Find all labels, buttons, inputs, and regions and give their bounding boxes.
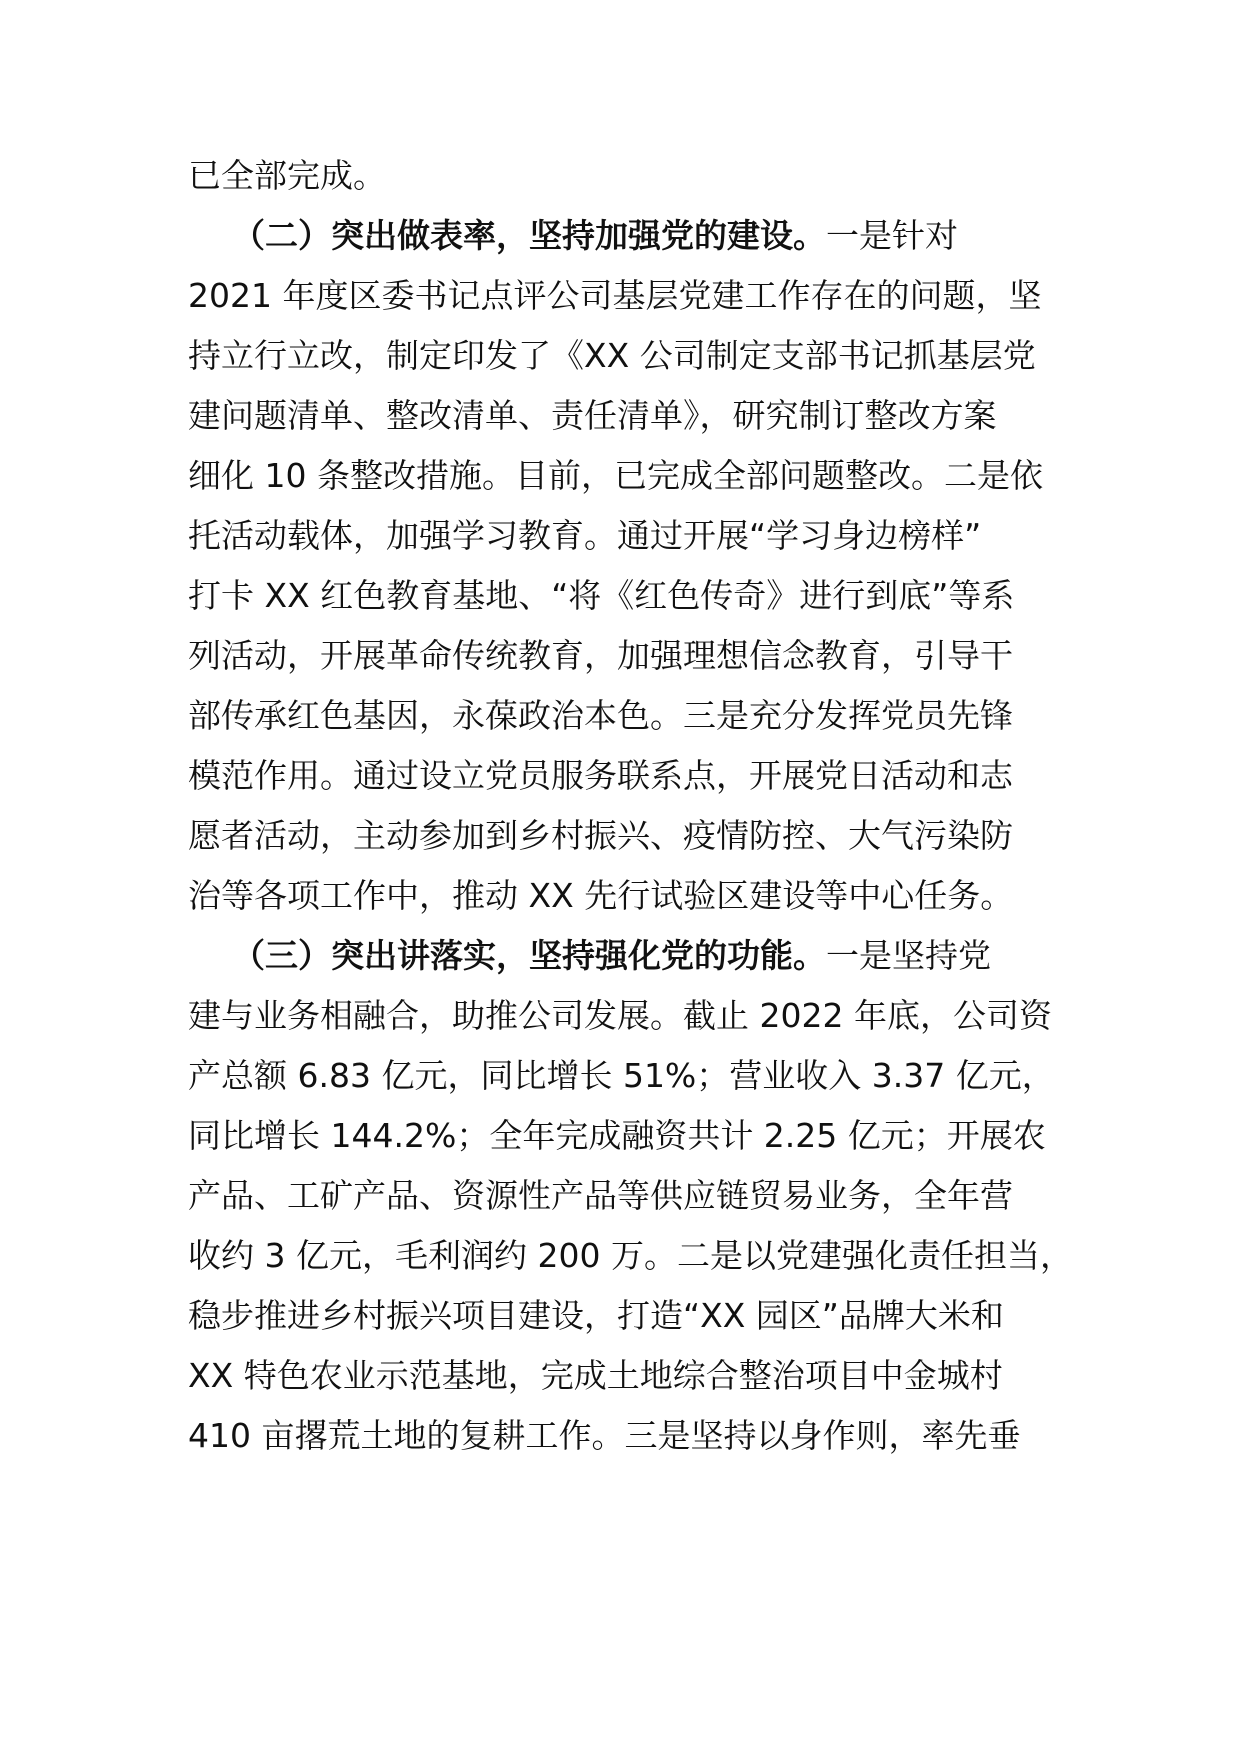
text-line-5: 建问题清单、整改清单、责任清单》，研究制订整改方案 bbox=[188, 396, 997, 435]
text-line-4: 持立行立改，制定印发了《XX 公司制定支部书记抓基层党 bbox=[188, 336, 1036, 375]
text-line-3: 2021 年度区委书记点评公司基层党建工作存在的问题，坚 bbox=[188, 276, 1042, 315]
text-line-15: 建与业务相融合，助推公司发展。截止 2022 年底，公司资 bbox=[188, 996, 1052, 1035]
section-2-lead-text: 一是针对 bbox=[826, 216, 958, 255]
section-3-lead-text: 一是坚持党 bbox=[826, 936, 991, 975]
text-line-11: 模范作用。通过设立党员服务联系点，开展党日活动和志 bbox=[188, 756, 1013, 795]
section-3-heading: （三）突出讲落实，坚持强化党的功能。 bbox=[232, 936, 826, 975]
text-line-10: 部传承红色基因，永葆政治本色。三是充分发挥党员先锋 bbox=[188, 696, 1013, 735]
text-line-17: 同比增长 144.2%；全年完成融资共计 2.25 亿元；开展农 bbox=[188, 1116, 1046, 1155]
text-line-21: XX 特色农业示范基地，完成土地综合整治项目中金城村 bbox=[188, 1356, 1003, 1395]
text-line-1: 已全部完成。 bbox=[188, 156, 386, 195]
text-line-6: 细化 10 条整改措施。目前，已完成全部问题整改。二是依 bbox=[188, 456, 1043, 495]
section-2-heading: （二）突出做表率，坚持加强党的建设。 bbox=[232, 216, 826, 255]
text-line-20: 稳步推进乡村振兴项目建设，打造“XX 园区”品牌大米和 bbox=[188, 1296, 1004, 1335]
text-line-22: 410 亩撂荒土地的复耕工作。三是坚持以身作则，率先垂 bbox=[188, 1416, 1021, 1455]
section-3-first-line bbox=[232, 932, 991, 980]
text-line-9: 列活动，开展革命传统教育，加强理想信念教育，引导干 bbox=[188, 636, 1013, 675]
text-line-18: 产品、工矿产品、资源性产品等供应链贸易业务，全年营 bbox=[188, 1176, 1013, 1215]
section-2-first-line bbox=[232, 212, 958, 260]
text-line-8: 打卡 XX 红色教育基地、“将《红色传奇》进行到底”等系 bbox=[188, 576, 1015, 615]
text-line-13: 治等各项工作中，推动 XX 先行试验区建设等中心任务。 bbox=[188, 876, 1014, 915]
text-line-16: 产总额 6.83 亿元，同比增长 51%；营业收入 3.37 亿元， bbox=[188, 1056, 1055, 1095]
text-line-7: 托活动载体，加强学习教育。通过开展“学习身边榜样” bbox=[188, 516, 982, 555]
text-line-19: 收约 3 亿元，毛利润约 200 万。二是以党建强化责任担当， bbox=[188, 1236, 1073, 1275]
text-line-12: 愿者活动，主动参加到乡村振兴、疫情防控、大气污染防 bbox=[188, 816, 1013, 855]
